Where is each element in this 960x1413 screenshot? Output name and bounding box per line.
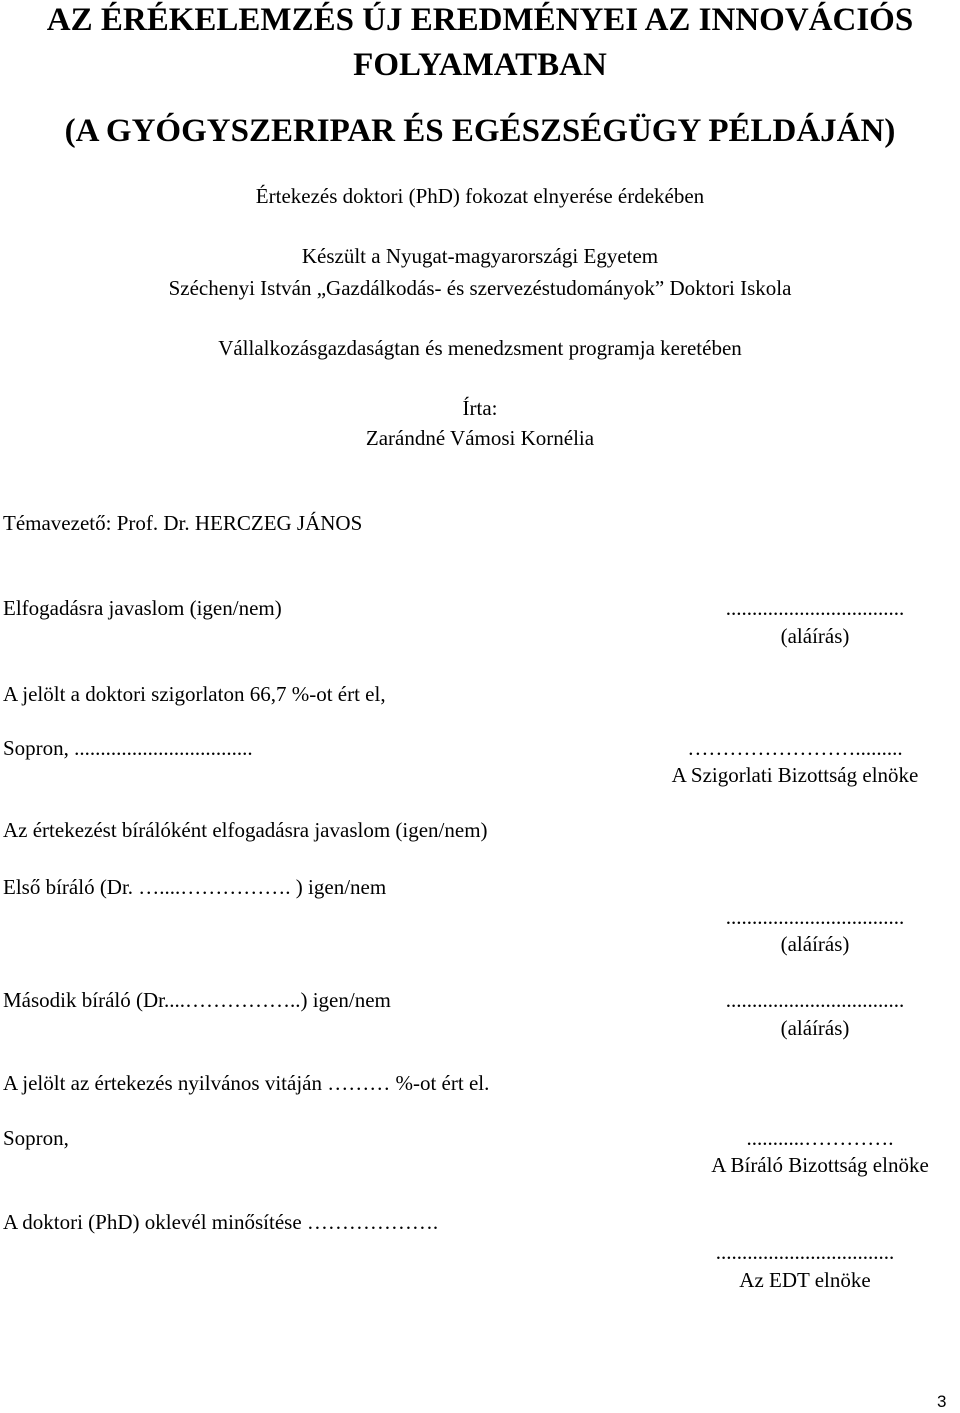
title-line-3: (A GYÓGYSZERIPAR ÉS EGÉSZSÉGÜGY PÉLDÁJÁN) <box>64 113 896 149</box>
accept-label: Elfogadásra javaslom (igen/nem) <box>3 596 282 620</box>
supervisor-name: Prof. Dr. HERCZEG JÁNOS <box>116 511 363 535</box>
reviewer-accept: Az értekezést bírálóként elfogadásra javaslom (igen/nem) <box>3 818 488 842</box>
reviewer-2: Második bíráló (Dr....……………..) igen/nem <box>3 988 391 1012</box>
signature-label-3: (aláírás) <box>780 1016 850 1040</box>
supervisor-label: Témavezető: <box>3 511 117 535</box>
subtitle: Értekezés doktori (PhD) fokozat elnyerése érdekében <box>255 184 705 208</box>
edt-label: Az EDT elnöke <box>739 1268 871 1292</box>
signature-label-2: (aláírás) <box>780 932 850 956</box>
exam-result: A jelölt a doktori szigorlaton 66,7 %-ot ért el, <box>3 682 386 706</box>
defense-result: A jelölt az értekezés nyilvános vitáján ……… %-ot ért el. <box>3 1071 490 1095</box>
signature-line-1: .................................. <box>725 596 905 620</box>
supervisor <box>3 511 362 536</box>
institution-line-3: Vállalkozásgazdaságtan és menedzsment programja keretében <box>218 336 742 360</box>
institution-line-2: Széchenyi István „Gazdálkodás- és szervezéstudományok” Doktori Iskola <box>168 276 792 300</box>
signature-line-2: .................................. <box>725 905 905 929</box>
edt-line: .................................. <box>715 1240 895 1264</box>
review-chair-label: A Bíráló Bizottság elnöke <box>711 1153 929 1177</box>
title-line-2: FOLYAMATBAN <box>353 47 607 83</box>
exam-chair-line: ……………………......... <box>687 736 903 760</box>
author-name: Zarándné Vámosi Kornélia <box>365 426 595 450</box>
author-label: Írta: <box>462 396 498 420</box>
title-line-1: AZ ÉRÉKELEMZÉS ÚJ EREDMÉNYEI AZ INNOVÁCIÓS <box>46 2 914 38</box>
reviewer-1: Első bíráló (Dr. …....……………. ) igen/nem <box>3 875 387 899</box>
place-date-1: Sopron, .................................. <box>3 736 253 760</box>
exam-chair-label: A Szigorlati Bizottság elnöke <box>671 763 919 787</box>
signature-line-3: .................................. <box>725 988 905 1012</box>
qualification: A doktori (PhD) oklevél minősítése ………………. <box>3 1210 439 1234</box>
signature-label-1: (aláírás) <box>780 624 850 648</box>
institution-line-1: Készült a Nyugat-magyarországi Egyetem <box>301 244 659 268</box>
review-chair-line: ...........…………. <box>746 1126 894 1150</box>
page-number: 3 <box>937 1392 947 1411</box>
place-date-2: Sopron, <box>3 1126 69 1150</box>
